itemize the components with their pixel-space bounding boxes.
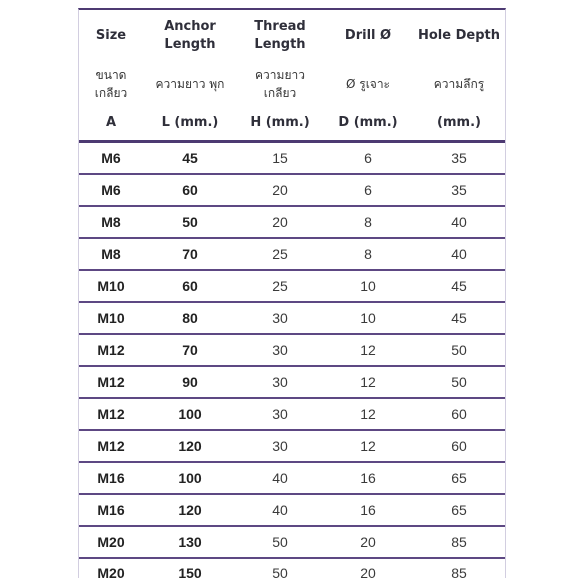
cell-drill-diameter: 12 <box>324 334 412 366</box>
cell-size: M10 <box>78 302 144 334</box>
cell-thread-length: 40 <box>236 462 324 494</box>
cell-drill-diameter: 20 <box>324 558 412 587</box>
cell-anchor-length: 120 <box>144 430 236 462</box>
table-row <box>78 238 506 270</box>
cell-thread-length: 30 <box>236 398 324 430</box>
cell-hole-depth: 50 <box>412 366 506 398</box>
table-row <box>78 270 506 302</box>
header-row-english <box>78 10 506 62</box>
header-thread-length-thai: ความยาว เกลียว <box>236 62 324 106</box>
cell-hole-depth: 35 <box>412 142 506 175</box>
cell-hole-depth: 60 <box>412 430 506 462</box>
table-row <box>78 174 506 206</box>
cell-drill-diameter: 12 <box>324 430 412 462</box>
header-anchor-length-thai: ความยาว พุก <box>144 62 236 106</box>
cell-anchor-length: 150 <box>144 558 236 587</box>
anchor-spec-table <box>78 10 506 587</box>
cell-thread-length: 30 <box>236 430 324 462</box>
cell-thread-length: 25 <box>236 270 324 302</box>
header-anchor-length: Anchor Length <box>144 10 236 62</box>
table-body <box>78 142 506 587</box>
cell-hole-depth: 65 <box>412 462 506 494</box>
cell-drill-diameter: 20 <box>324 526 412 558</box>
cell-anchor-length: 70 <box>144 334 236 366</box>
cell-anchor-length: 80 <box>144 302 236 334</box>
cell-hole-depth: 40 <box>412 238 506 270</box>
table-row <box>78 494 506 526</box>
cell-thread-length: 20 <box>236 206 324 238</box>
cell-size: M20 <box>78 526 144 558</box>
cell-size: M8 <box>78 238 144 270</box>
cell-hole-depth: 65 <box>412 494 506 526</box>
anchor-spec-sheet <box>78 8 506 578</box>
cell-thread-length: 40 <box>236 494 324 526</box>
cell-size: M12 <box>78 334 144 366</box>
table-row <box>78 398 506 430</box>
cell-drill-diameter: 6 <box>324 142 412 175</box>
table-row <box>78 526 506 558</box>
cell-thread-length: 50 <box>236 558 324 587</box>
cell-hole-depth: 40 <box>412 206 506 238</box>
cell-size: M12 <box>78 366 144 398</box>
cell-thread-length: 30 <box>236 302 324 334</box>
cell-thread-length: 50 <box>236 526 324 558</box>
cell-drill-diameter: 12 <box>324 398 412 430</box>
cell-anchor-length: 120 <box>144 494 236 526</box>
cell-hole-depth: 85 <box>412 558 506 587</box>
cell-drill-diameter: 10 <box>324 302 412 334</box>
cell-drill-diameter: 16 <box>324 462 412 494</box>
cell-anchor-length: 50 <box>144 206 236 238</box>
cell-anchor-length: 45 <box>144 142 236 175</box>
cell-hole-depth: 45 <box>412 302 506 334</box>
table-row <box>78 366 506 398</box>
table-row <box>78 142 506 175</box>
cell-drill-diameter: 16 <box>324 494 412 526</box>
header-hole-depth: Hole Depth <box>412 10 506 62</box>
cell-hole-depth: 35 <box>412 174 506 206</box>
table-row <box>78 302 506 334</box>
table-row <box>78 462 506 494</box>
cell-anchor-length: 60 <box>144 174 236 206</box>
header-hole-depth-thai: ความลึกรู <box>412 62 506 106</box>
cell-size: M20 <box>78 558 144 587</box>
cell-size: M6 <box>78 174 144 206</box>
cell-hole-depth: 50 <box>412 334 506 366</box>
cell-drill-diameter: 10 <box>324 270 412 302</box>
header-drill-diameter-unit: D (mm.) <box>324 106 412 142</box>
cell-anchor-length: 130 <box>144 526 236 558</box>
cell-thread-length: 20 <box>236 174 324 206</box>
header-hole-depth-unit: (mm.) <box>412 106 506 142</box>
cell-anchor-length: 100 <box>144 462 236 494</box>
cell-thread-length: 25 <box>236 238 324 270</box>
cell-size: M12 <box>78 398 144 430</box>
cell-drill-diameter: 8 <box>324 238 412 270</box>
table-row <box>78 334 506 366</box>
header-drill-diameter: Drill Ø <box>324 10 412 62</box>
cell-thread-length: 30 <box>236 366 324 398</box>
header-thread-length-unit: H (mm.) <box>236 106 324 142</box>
cell-drill-diameter: 6 <box>324 174 412 206</box>
cell-size: M16 <box>78 494 144 526</box>
cell-hole-depth: 85 <box>412 526 506 558</box>
cell-anchor-length: 90 <box>144 366 236 398</box>
cell-size: M12 <box>78 430 144 462</box>
cell-anchor-length: 60 <box>144 270 236 302</box>
cell-thread-length: 30 <box>236 334 324 366</box>
cell-size: M6 <box>78 142 144 175</box>
cell-drill-diameter: 12 <box>324 366 412 398</box>
cell-hole-depth: 45 <box>412 270 506 302</box>
cell-size: M10 <box>78 270 144 302</box>
header-size: Size <box>78 10 144 62</box>
cell-hole-depth: 60 <box>412 398 506 430</box>
header-row-units <box>78 106 506 142</box>
header-size-symbol: A <box>78 106 144 142</box>
cell-size: M16 <box>78 462 144 494</box>
header-thread-length: Thread Length <box>236 10 324 62</box>
header-row-thai <box>78 62 506 106</box>
header-drill-diameter-thai: Ø รูเจาะ <box>324 62 412 106</box>
cell-thread-length: 15 <box>236 142 324 175</box>
cell-drill-diameter: 8 <box>324 206 412 238</box>
header-size-thai: ขนาด เกลียว <box>78 62 144 106</box>
table-row <box>78 206 506 238</box>
header-anchor-length-unit: L (mm.) <box>144 106 236 142</box>
table-row <box>78 430 506 462</box>
cell-anchor-length: 100 <box>144 398 236 430</box>
cell-anchor-length: 70 <box>144 238 236 270</box>
table-row <box>78 558 506 587</box>
cell-size: M8 <box>78 206 144 238</box>
